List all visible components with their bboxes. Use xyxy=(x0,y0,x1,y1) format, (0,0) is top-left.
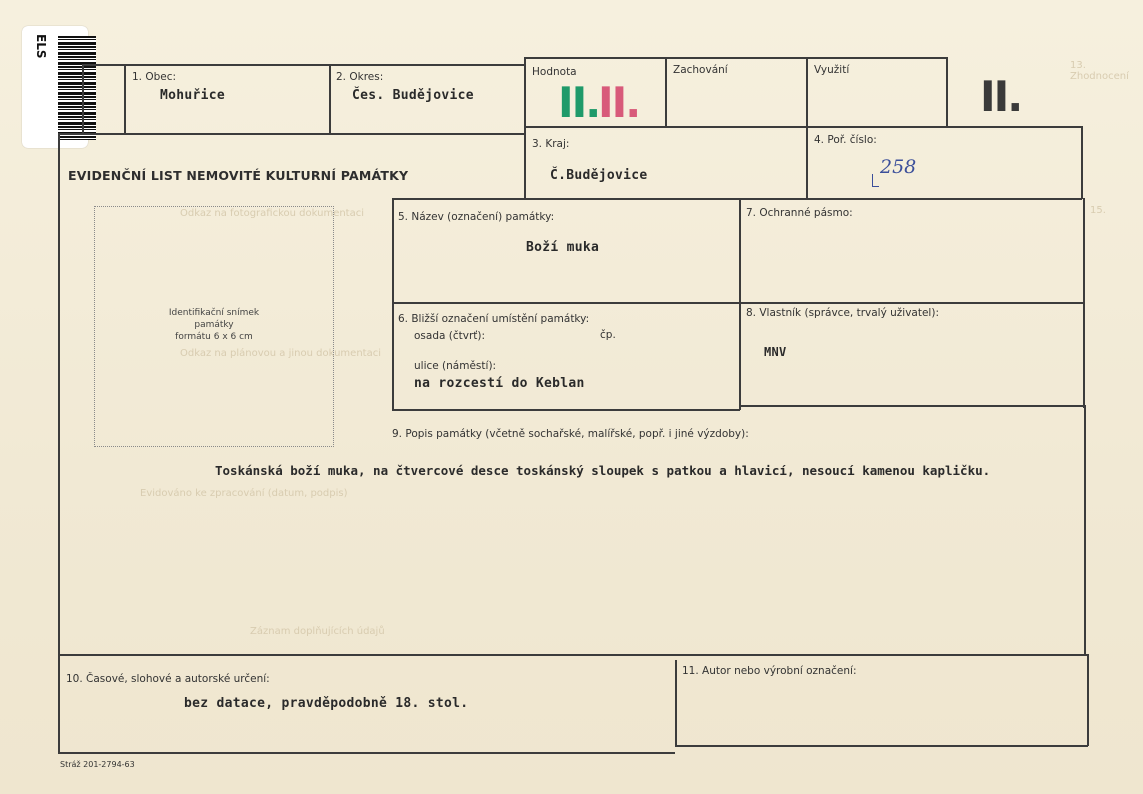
zachovani-label: Zachování xyxy=(673,64,728,76)
osada-label: osada (čtvrť): xyxy=(414,330,486,342)
obec-label: 1. Obec: xyxy=(132,71,177,83)
photo-placeholder xyxy=(94,206,334,447)
cp-label: čp. xyxy=(600,329,616,341)
vlastnik-value[interactable]: MNV xyxy=(764,345,787,359)
vyuziti-stamp: II. xyxy=(980,72,1022,121)
print-reference: Stráž 201-2794-63 xyxy=(60,760,135,769)
show-through-text: Záznam doplňujících údajů xyxy=(250,626,385,637)
autor-label: 11. Autor nebo výrobní označení: xyxy=(682,665,857,677)
photo-caption-line2: památky xyxy=(194,320,234,330)
show-through-text: 15. xyxy=(1090,205,1106,216)
obec-value[interactable]: Mohuřice xyxy=(160,88,226,103)
nazev-label: 5. Název (označení) památky: xyxy=(398,211,555,223)
show-through-text: Odkaz na plánovou a jinou dokumentaci xyxy=(180,348,381,359)
show-through-text: 13. Zhodnocení xyxy=(1070,60,1129,82)
form-title: EVIDENČNÍ LIST NEMOVITÉ KULTURNÍ PAMÁTKY xyxy=(68,168,409,183)
show-through-text: Evidováno ke zpracování (datum, podpis) xyxy=(140,488,348,499)
okres-label: 2. Okres: xyxy=(336,71,384,83)
kraj-value[interactable]: Č.Budějovice xyxy=(550,168,648,183)
barcode xyxy=(58,36,96,140)
datace-value[interactable]: bez datace, pravděpodobně 18. stol. xyxy=(184,696,469,711)
ulice-label: ulice (náměstí): xyxy=(414,360,497,372)
datace-label: 10. Časové, slohové a autorské určení: xyxy=(66,673,270,685)
hodnota-stamp-green: II. xyxy=(558,78,600,127)
handwritten-mark xyxy=(872,174,879,187)
umisteni-label: 6. Bližší označení umístění památky: xyxy=(398,313,590,325)
sticker-code: ELS xyxy=(34,34,48,59)
photo-caption-line1: Identifikační snímek xyxy=(168,308,260,318)
ochranne-pasmo-label: 7. Ochranné pásmo: xyxy=(746,207,853,219)
popis-value[interactable]: Toskánská boží muka, na čtvercové desce toskánský sloupek s patkou a hlavicí, nesoucí kamenou kapličku. xyxy=(215,463,991,478)
por-cislo-value[interactable]: 258 xyxy=(880,156,917,178)
show-through-text: Odkaz na fotografickou dokumentaci xyxy=(180,208,365,219)
vyuziti-label: Využití xyxy=(814,64,850,76)
popis-label: 9. Popis památky (včetně sochařské, malířské, popř. i jiné výzdoby): xyxy=(392,428,749,440)
barcode-sticker xyxy=(22,26,88,148)
photo-caption-line3: formátu 6 x 6 cm xyxy=(175,332,253,342)
hodnota-stamp-red: II. xyxy=(598,78,640,127)
kraj-label: 3. Kraj: xyxy=(532,138,570,150)
hodnota-label: Hodnota xyxy=(532,66,577,78)
ulice-value[interactable]: na rozcestí do Keblan xyxy=(414,376,585,391)
por-cislo-label: 4. Poř. číslo: xyxy=(814,134,877,146)
vlastnik-label: 8. Vlastník (správce, trvalý uživatel): xyxy=(746,307,939,319)
okres-value[interactable]: Čes. Budějovice xyxy=(352,88,474,103)
nazev-value[interactable]: Boží muka xyxy=(526,240,600,255)
